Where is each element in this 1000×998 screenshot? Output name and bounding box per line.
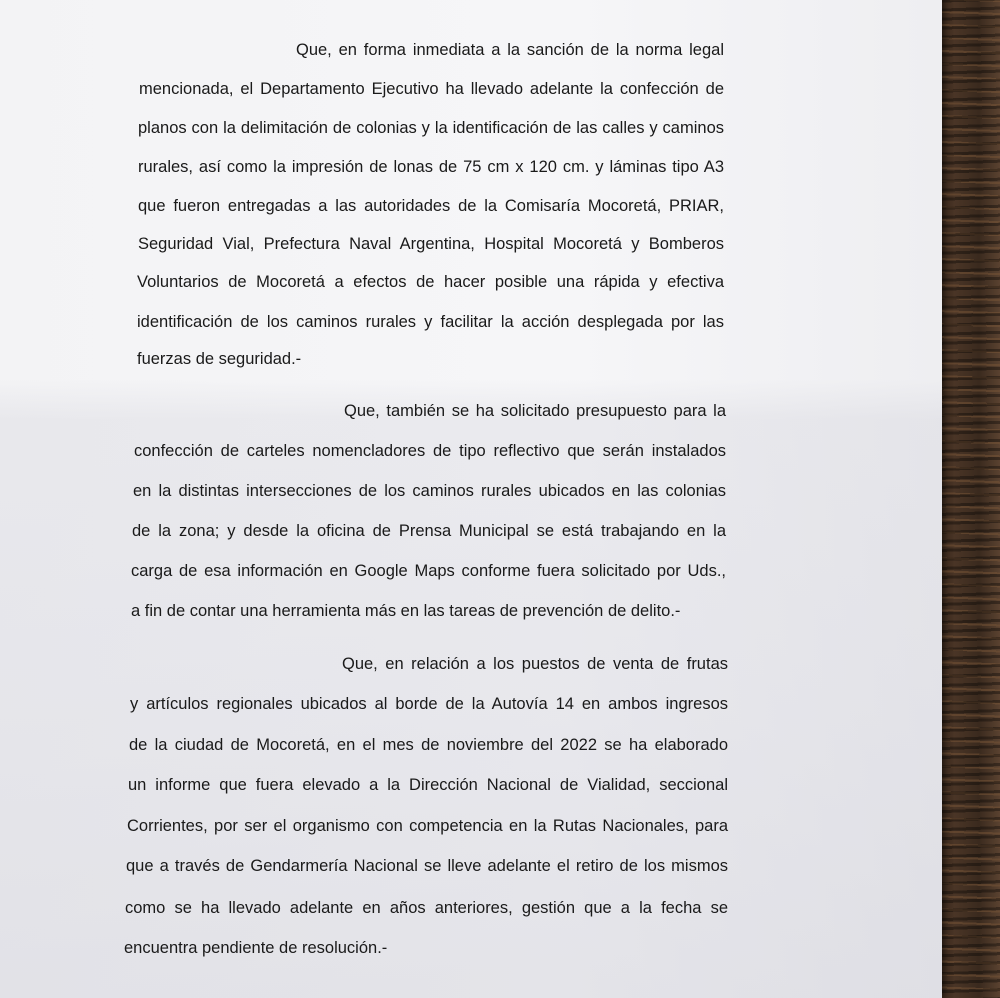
- paragraph-2-line-5: carga de esa información en Google Maps conforme fuera solicitado por Uds.,: [131, 562, 726, 580]
- paragraph-2-line-1: Que, también se ha solicitado presupuesto para la: [344, 402, 726, 420]
- paragraph-3-line-2: y artículos regionales ubicados al borde de la Autovía 14 en ambos ingresos: [130, 695, 728, 713]
- paragraph-1-line-4: rurales, así como la impresión de lonas de 75 cm x 120 cm. y láminas tipo A3: [138, 158, 724, 176]
- paragraph-3-line-4: un informe que fuera elevado a la Dirección Nacional de Vialidad, seccional: [128, 776, 728, 794]
- paragraph-1-line-1: Que, en forma inmediata a la sanción de la norma legal: [296, 41, 724, 59]
- paragraph-1-line-2: mencionada, el Departamento Ejecutivo ha llevado adelante la confección de: [139, 80, 724, 98]
- paragraph-1-line-8: identificación de los caminos rurales y facilitar la acción desplegada por las: [137, 313, 724, 331]
- paragraph-1-line-3: planos con la delimitación de colonias y la identificación de las calles y caminos: [138, 119, 724, 137]
- paragraph-2-line-3: en la distintas intersecciones de los caminos rurales ubicados en las colonias: [133, 482, 726, 500]
- paragraph-3-line-3: de la ciudad de Mocoretá, en el mes de noviembre del 2022 se ha elaborado: [129, 736, 728, 754]
- paragraph-2-line-2: confección de carteles nomencladores de tipo reflectivo que serán instalados: [134, 442, 726, 460]
- paragraph-3-line-1: Que, en relación a los puestos de venta de frutas: [342, 655, 728, 673]
- paragraph-1-line-5: que fueron entregadas a las autoridades de la Comisaría Mocoretá, PRIAR,: [138, 197, 724, 215]
- paragraph-1-line-6: Seguridad Vial, Prefectura Naval Argentina, Hospital Mocoretá y Bomberos: [138, 235, 724, 253]
- paragraph-3-line-5: Corrientes, por ser el organismo con competencia en la Rutas Nacionales, para: [127, 817, 728, 835]
- paragraph-2-line-4: de la zona; y desde la oficina de Prensa Municipal se está trabajando en la: [132, 522, 726, 540]
- paragraph-1-line-7: Voluntarios de Mocoretá a efectos de hacer posible una rápida y efectiva: [137, 273, 724, 291]
- paragraph-3-line-7: como se ha llevado adelante en años anteriores, gestión que a la fecha se: [125, 899, 728, 917]
- paragraph-3-line-8: encuentra pendiente de resolución.-: [124, 939, 388, 957]
- paragraph-1-line-9: fuerzas de seguridad.-: [137, 350, 302, 368]
- paragraph-3-line-6: que a través de Gendarmería Nacional se lleve adelante el retiro de los mismos: [126, 857, 728, 875]
- paragraph-2-line-6: a fin de contar una herramienta más en las tareas de prevención de delito.-: [131, 602, 681, 620]
